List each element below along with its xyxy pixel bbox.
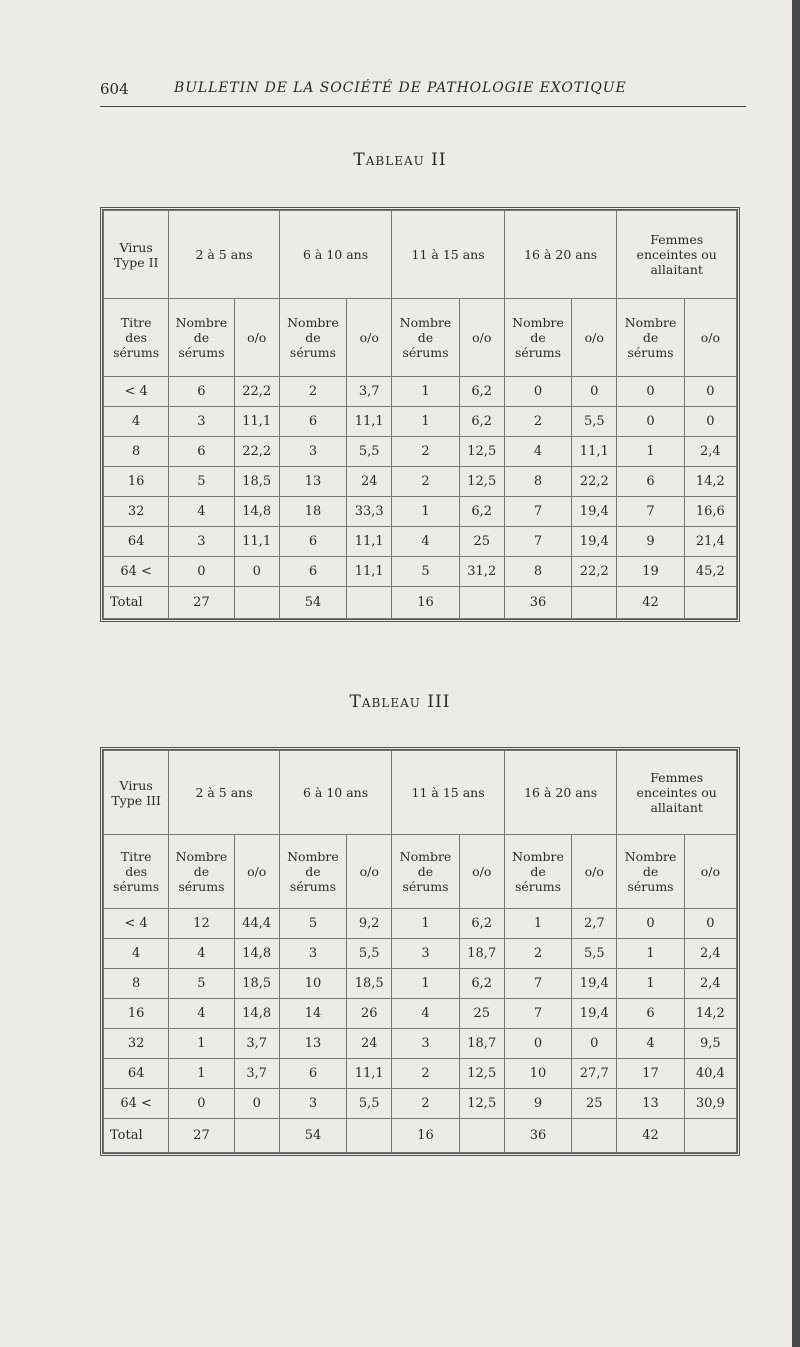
titre-cell: 64 [104,527,169,557]
count-cell: 5 [169,969,234,999]
titre-cell: 4 [104,407,169,437]
table-row [104,1089,737,1119]
total-count-cell: 42 [617,1119,684,1153]
header-line: sérums [113,879,160,894]
age-header-row [104,211,737,299]
count-cell: 13 [279,467,346,497]
percent-cell: 19,4 [572,497,617,527]
titre-cell: < 4 [104,377,169,407]
total-row [104,1119,737,1153]
header-line: Titre [120,315,152,330]
table-row [104,1059,737,1089]
table-2-grid [103,210,737,619]
count-cell: 13 [617,1089,684,1119]
header-line: de [417,330,434,345]
header-line: de [530,330,546,345]
count-cell: 9 [617,527,684,557]
percent-cell: 22,2 [234,437,279,467]
header-line: de [530,864,546,879]
total-count-cell: 54 [279,587,346,619]
titre-header [104,299,169,377]
count-cell: 1 [392,969,459,999]
table-3-grid [103,750,737,1153]
total-empty-cell [684,587,736,619]
percent-cell: 6,2 [459,497,504,527]
count-cell: 2 [504,939,571,969]
header-line: Nombre [399,315,452,330]
nombre-header [617,835,684,909]
header-line: sérums [289,345,337,360]
virus-type-header [104,211,169,299]
table-row [104,377,737,407]
count-cell: 3 [169,407,234,437]
count-cell: 3 [279,939,346,969]
age-group-header: 16 à 20 ans [504,211,617,299]
journal-title: BULLETIN DE LA SOCIÉTÉ DE PATHOLOGIE EXOTIQUE [174,80,627,96]
percent-cell: 21,4 [684,527,736,557]
percent-cell: 24 [347,1029,392,1059]
header-line: sérums [627,345,674,360]
column-header-row [104,299,737,377]
percent-cell: 6,2 [459,969,504,999]
count-cell: 1 [392,407,459,437]
count-cell: 10 [504,1059,571,1089]
percent-cell: 11,1 [347,527,392,557]
page-number: 604 [100,80,129,98]
count-cell: 4 [504,437,571,467]
count-cell: 1 [392,909,459,939]
count-cell: 4 [169,497,234,527]
count-cell: 7 [504,497,571,527]
total-empty-cell [459,587,504,619]
count-cell: 1 [617,969,684,999]
percent-cell: 0 [234,1089,279,1119]
count-cell: 0 [504,377,571,407]
count-cell: 1 [169,1059,234,1089]
total-count-cell: 16 [392,587,459,619]
percent-cell: 33,3 [347,497,392,527]
percent-cell: 45,2 [684,557,736,587]
virus-type-header [104,751,169,835]
count-cell: 7 [504,999,571,1029]
total-empty-cell [347,1119,392,1153]
header-line: Nombre [287,315,339,330]
table-2-caption: Tableau II [353,150,447,170]
count-cell: 14 [279,999,346,1029]
table-row [104,467,737,497]
percent-cell: 0 [684,909,736,939]
count-cell: 2 [392,437,459,467]
count-cell: 6 [169,377,234,407]
count-cell: 2 [504,407,571,437]
count-cell: 9 [504,1089,571,1119]
header-line: de [193,864,210,879]
header-line: sérums [402,879,449,894]
percent-header: o/o [684,299,736,377]
percent-cell: 2,4 [684,969,736,999]
table-row [104,909,737,939]
percent-cell: 2,4 [684,437,736,467]
total-empty-cell [234,587,279,619]
count-cell: 1 [617,437,684,467]
percent-cell: 14,2 [684,467,736,497]
count-cell: 5 [392,557,459,587]
header-line: Nombre [512,849,564,864]
percent-cell: 6,2 [459,407,504,437]
header-line: Titre [120,849,152,864]
total-count-cell: 36 [504,1119,571,1153]
count-cell: 6 [169,437,234,467]
count-cell: 2 [392,467,459,497]
header-line: Nombre [175,315,228,330]
table-3-caption: Tableau III [349,692,451,712]
nombre-header [504,299,571,377]
percent-cell: 12,5 [459,1059,504,1089]
percent-header: o/o [459,835,504,909]
count-cell: 5 [169,467,234,497]
count-cell: 6 [279,527,346,557]
total-empty-cell [684,1119,736,1153]
percent-cell: 18,5 [347,969,392,999]
total-count-cell: 16 [392,1119,459,1153]
header-line: sérums [178,345,225,360]
nombre-header [617,299,684,377]
percent-cell: 14,2 [684,999,736,1029]
total-count-cell: 36 [504,587,571,619]
percent-cell: 0 [572,1029,617,1059]
percent-cell: 26 [347,999,392,1029]
percent-cell: 5,5 [347,939,392,969]
percent-cell: 0 [572,377,617,407]
count-cell: 1 [392,377,459,407]
percent-cell: 19,4 [572,969,617,999]
age-group-header: 16 à 20 ans [504,751,617,835]
total-label: Total [104,587,169,619]
header-line: Nombre [512,315,564,330]
header-line: de [642,330,659,345]
percent-cell: 3,7 [234,1059,279,1089]
count-cell: 3 [392,939,459,969]
page-edge [792,0,800,1347]
percent-cell: 5,5 [572,939,617,969]
count-cell: 4 [617,1029,684,1059]
column-header-row [104,835,737,909]
total-empty-cell [459,1119,504,1153]
percent-header: o/o [234,835,279,909]
total-count-cell: 27 [169,1119,234,1153]
nombre-header [279,835,346,909]
percent-cell: 18,7 [459,939,504,969]
titre-header [104,835,169,909]
percent-cell: 6,2 [459,377,504,407]
header-line: sérums [178,879,225,894]
percent-header: o/o [347,299,392,377]
percent-cell: 24 [347,467,392,497]
count-cell: 1 [504,909,571,939]
count-cell: 4 [392,999,459,1029]
titre-cell: < 4 [104,909,169,939]
header-line: Nombre [287,849,339,864]
percent-cell: 11,1 [347,1059,392,1089]
running-head [100,80,746,107]
percent-cell: 2,4 [684,939,736,969]
count-cell: 6 [617,999,684,1029]
table-3 [100,747,740,1156]
percent-cell: 14,8 [234,497,279,527]
nombre-header [279,299,346,377]
percent-cell: 18,7 [459,1029,504,1059]
count-cell: 3 [279,437,346,467]
nombre-header [392,299,459,377]
percent-cell: 25 [459,527,504,557]
percent-cell: 14,8 [234,999,279,1029]
header-line: sérums [113,345,160,360]
percent-cell: 30,9 [684,1089,736,1119]
table-row [104,1029,737,1059]
age-group-header: 11 à 15 ans [392,751,505,835]
percent-cell: 11,1 [572,437,617,467]
percent-header: o/o [347,835,392,909]
table-row [104,437,737,467]
titre-cell: 32 [104,1029,169,1059]
percent-cell: 22,2 [572,467,617,497]
nombre-header [169,835,234,909]
count-cell: 7 [504,969,571,999]
titre-cell: 64 < [104,1089,169,1119]
percent-header: o/o [572,835,617,909]
age-group-header: 6 à 10 ans [279,751,392,835]
header-line: sérums [514,879,562,894]
count-cell: 0 [617,407,684,437]
percent-cell: 2,7 [572,909,617,939]
age-group-header: 11 à 15 ans [392,211,505,299]
count-cell: 3 [392,1029,459,1059]
titre-cell: 64 < [104,557,169,587]
count-cell: 19 [617,557,684,587]
header-line: Nombre [175,849,228,864]
total-count-cell: 42 [617,587,684,619]
percent-cell: 25 [459,999,504,1029]
percent-cell: 22,2 [234,377,279,407]
count-cell: 17 [617,1059,684,1089]
percent-cell: 12,5 [459,467,504,497]
count-cell: 6 [279,407,346,437]
count-cell: 8 [504,557,571,587]
count-cell: 0 [169,557,234,587]
header-line: Nombre [399,849,452,864]
percent-cell: 19,4 [572,527,617,557]
percent-cell: 18,5 [234,969,279,999]
percent-cell: 25 [572,1089,617,1119]
percent-cell: 0 [684,377,736,407]
header-line: de [417,864,434,879]
percent-cell: 3,7 [234,1029,279,1059]
table-row [104,557,737,587]
count-cell: 13 [279,1029,346,1059]
titre-cell: 4 [104,939,169,969]
table-row [104,527,737,557]
table-2 [100,207,740,622]
titre-cell: 64 [104,1059,169,1089]
header-line: Nombre [624,315,677,330]
percent-cell: 5,5 [572,407,617,437]
header-line: Virus [119,777,153,793]
header-line: sérums [289,879,337,894]
titre-cell: 32 [104,497,169,527]
count-cell: 0 [504,1029,571,1059]
count-cell: 0 [617,909,684,939]
table-row [104,407,737,437]
header-line: Virus [119,239,153,255]
age-group-header: 2 à 5 ans [169,751,280,835]
count-cell: 3 [169,527,234,557]
age-group-header: 6 à 10 ans [279,211,392,299]
titre-cell: 16 [104,467,169,497]
count-cell: 2 [392,1059,459,1089]
total-label: Total [104,1119,169,1153]
header-line: Type III [111,792,161,808]
count-cell: 1 [617,939,684,969]
table-row [104,497,737,527]
nombre-header [392,835,459,909]
table-row [104,939,737,969]
count-cell: 12 [169,909,234,939]
nombre-header [504,835,571,909]
count-cell: 10 [279,969,346,999]
percent-cell: 3,7 [347,377,392,407]
count-cell: 5 [279,909,346,939]
table-row [104,969,737,999]
count-cell: 6 [279,557,346,587]
header-line: Nombre [624,849,677,864]
count-cell: 8 [504,467,571,497]
titre-cell: 8 [104,437,169,467]
header-line: de [305,330,321,345]
total-count-cell: 27 [169,587,234,619]
count-cell: 4 [169,939,234,969]
percent-cell: 5,5 [347,437,392,467]
percent-cell: 44,4 [234,909,279,939]
percent-cell: 14,8 [234,939,279,969]
nombre-header [169,299,234,377]
percent-cell: 9,2 [347,909,392,939]
count-cell: 2 [279,377,346,407]
age-group-header: Femmes enceintes ou allaitant [617,751,737,835]
percent-cell: 6,2 [459,909,504,939]
count-cell: 1 [169,1029,234,1059]
total-empty-cell [572,587,617,619]
count-cell: 0 [169,1089,234,1119]
header-line: de [305,864,321,879]
age-header-row [104,751,737,835]
percent-cell: 0 [684,407,736,437]
total-row [104,587,737,619]
percent-cell: 22,2 [572,557,617,587]
age-group-header: 2 à 5 ans [169,211,280,299]
header-line: sérums [402,345,449,360]
percent-header: o/o [234,299,279,377]
percent-cell: 12,5 [459,1089,504,1119]
percent-header: o/o [572,299,617,377]
percent-cell: 31,2 [459,557,504,587]
age-group-header: Femmes enceintes ou allaitant [617,211,737,299]
count-cell: 4 [392,527,459,557]
header-line: sérums [627,879,674,894]
count-cell: 1 [392,497,459,527]
header-line: sérums [514,345,562,360]
header-line: des [125,330,148,345]
header-line: des [125,864,148,879]
percent-cell: 40,4 [684,1059,736,1089]
count-cell: 0 [617,377,684,407]
count-cell: 7 [617,497,684,527]
count-cell: 4 [169,999,234,1029]
titre-cell: 16 [104,999,169,1029]
header-line: Type II [113,254,159,270]
total-empty-cell [572,1119,617,1153]
header-line: de [193,330,210,345]
percent-cell: 19,4 [572,999,617,1029]
percent-cell: 16,6 [684,497,736,527]
percent-header: o/o [459,299,504,377]
percent-cell: 5,5 [347,1089,392,1119]
total-empty-cell [234,1119,279,1153]
count-cell: 6 [617,467,684,497]
percent-cell: 11,1 [347,407,392,437]
count-cell: 3 [279,1089,346,1119]
percent-cell: 0 [234,557,279,587]
percent-cell: 11,1 [234,407,279,437]
percent-cell: 18,5 [234,467,279,497]
count-cell: 7 [504,527,571,557]
count-cell: 18 [279,497,346,527]
count-cell: 6 [279,1059,346,1089]
percent-cell: 11,1 [347,557,392,587]
titre-cell: 8 [104,969,169,999]
percent-cell: 27,7 [572,1059,617,1089]
percent-header: o/o [684,835,736,909]
percent-cell: 11,1 [234,527,279,557]
total-empty-cell [347,587,392,619]
table-row [104,999,737,1029]
header-line: de [642,864,659,879]
total-count-cell: 54 [279,1119,346,1153]
percent-cell: 12,5 [459,437,504,467]
percent-cell: 9,5 [684,1029,736,1059]
count-cell: 2 [392,1089,459,1119]
